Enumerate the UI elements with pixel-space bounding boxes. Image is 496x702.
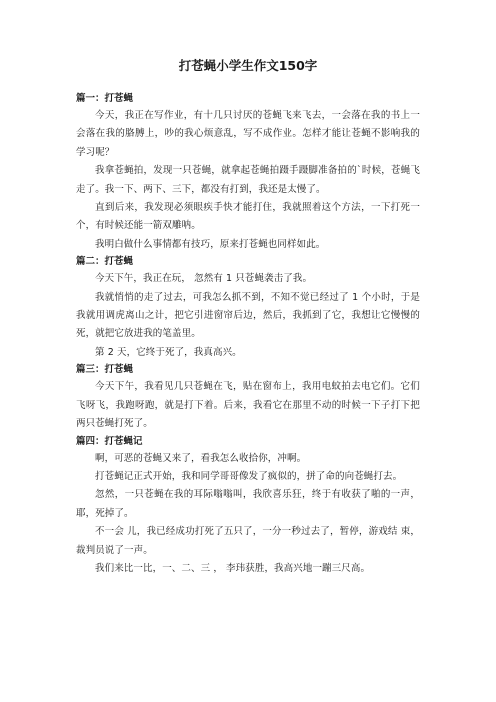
essay-section-1: [76, 92, 420, 254]
paragraph: 今天，我正在写作业，有十几只讨厌的苍蝇飞来飞去，一会落在我的书上一会落在我的胳膊上，吵的我心烦意乱，写不成作业。怎样才能让苍蝇不影响我的学习呢？: [76, 110, 420, 158]
paragraph: 我拿苍蝇拍，发现一只苍蝇，就拿起苍蝇拍蹑手蹑脚准备拍的`时候，苍蝇飞走了。我一下、两下、三下，都没有打到，我还是太慢了。: [76, 165, 420, 195]
paragraph: 第 2 天，它终于死了，我真高兴。: [95, 346, 242, 358]
paragraph: 我们来比一比，一、二、三 ， 李玮获胜，我高兴地一蹦三尺高。: [95, 562, 371, 574]
paragraph: 我明白做什么事情都有技巧，原来打苍蝇也同样如此。: [95, 238, 326, 250]
paragraph: 打苍蝇记正式开始，我和同学哥哥像发了疯似的，拼了命的向苍蝇打去。: [95, 470, 403, 482]
paragraph: 啊，可恶的苍蝇又来了，看我怎么收拾你，冲啊。: [95, 452, 307, 464]
section-heading: 篇一：打苍蝇: [76, 93, 134, 104]
essay-section-3: [76, 363, 420, 433]
essay-section-4: [76, 435, 420, 579]
paragraph: 我就悄悄的走了过去，可我怎么抓不到，不知不觉已经过了 1 个小时，于是我就用调虎离山之计，把它引进窗帘后边，然后，我抓到了它，我想让它慢慢的死，就把它放进我的笔盖里。: [76, 291, 420, 340]
section-heading: 篇二：打苍蝇: [76, 256, 134, 268]
section-heading: 篇四：打苍蝇记: [76, 435, 143, 447]
paragraph: 今天下午，我看见几只苍蝇在飞，贴在窗布上，我用电蚊拍去电它们。它们飞呀飞，我跑呀跑，就是打下着。后来，我看它在那里不动的时候一下子打下把两只苍蝇打死了。: [76, 381, 420, 430]
document-title: 打苍蝇小学生作文150字: [178, 58, 318, 73]
section-heading: 篇三：打苍蝇: [76, 364, 134, 376]
paragraph: 今天下午，我正在玩， 忽然有 1 只苍蝇袭击了我。: [95, 273, 313, 285]
essay-section-2: [76, 255, 420, 362]
paragraph: 忽然，一只苍蝇在我的耳际嗡嗡叫，我欣喜乐狂，终于有收获了啪的一声，耶，死掉了。: [76, 489, 420, 519]
paragraph: 直到后来，我发现必须眼疾手快才能打住，我就照着这个方法，一下打死一个，有时候还能一箭双雕呐。: [76, 202, 420, 232]
document-page: [76, 58, 420, 578]
paragraph: 不一会 儿，我已经成功打死了五只了，一分一秒过去了，暂停，游戏结 束，裁判员说了一声。: [76, 526, 420, 556]
